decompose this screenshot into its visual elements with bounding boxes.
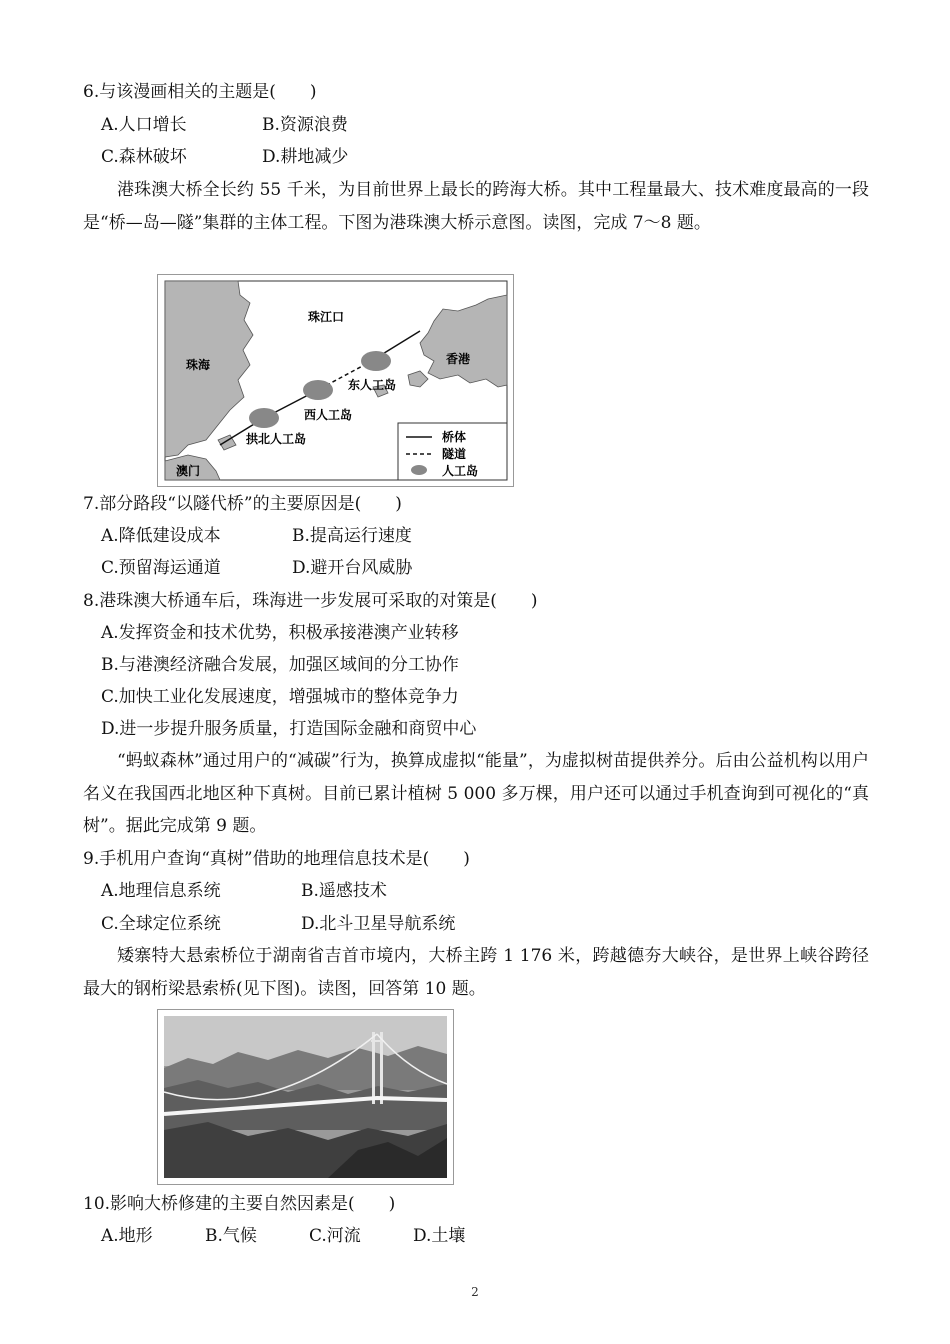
q6-option-a: A.人口增长 xyxy=(101,115,187,135)
q7-option-a: A.降低建设成本 xyxy=(101,526,221,546)
q6-option-d: D.耕地减少 xyxy=(262,147,349,167)
q7-option-b: B.提高运行速度 xyxy=(292,526,412,546)
passage-ant-forest: “蚂蚁森林”通过用户的“减碳”行为，换算成虚拟“能量”，为虚拟树苗提供养分。后由公益机构以用户名义在我国西北地区种下真树。目前已累计植树 5 000 多万棵，用户还可以通过手机查询到可视化的“真树”。据此完成第 9 题。 xyxy=(83,751,869,836)
q8-option-a: A.发挥资金和技术优势，积极承接港澳产业转移 xyxy=(101,623,459,643)
legend-island-symbol xyxy=(411,465,427,475)
bridge-tower xyxy=(372,1032,375,1104)
label-macau: 澳门 xyxy=(176,464,201,478)
q10-option-b: B.气候 xyxy=(205,1226,257,1246)
east-artificial-island xyxy=(361,351,391,371)
hzmb-map xyxy=(158,275,513,486)
label-zhuhai: 珠海 xyxy=(186,358,211,372)
hzmb-map-figure xyxy=(157,274,514,487)
legend-island-label: 人工岛 xyxy=(442,464,479,478)
bridge-tower xyxy=(380,1032,383,1104)
label-gongbei-island: 拱北人工岛 xyxy=(246,432,307,446)
label-west-island: 西人工岛 xyxy=(304,408,353,422)
q7-stem: 7.部分路段“以隧代桥”的主要原因是( ) xyxy=(83,494,402,514)
q8-option-b: B.与港澳经济融合发展，加强区域间的分工协作 xyxy=(101,655,459,675)
passage-aizhai-bridge: 矮寨特大悬索桥位于湖南省吉首市境内，大桥主跨 1 176 米，跨越德夯大峡谷，是世界上峡谷跨径最大的钢桁梁悬索桥(见下图)。读图，回答第 10 题。 xyxy=(83,946,869,999)
west-artificial-island xyxy=(303,380,333,400)
q6-option-c: C.森林破坏 xyxy=(101,147,187,167)
label-hongkong: 香港 xyxy=(446,352,471,366)
legend-tunnel-label: 隧道 xyxy=(442,447,467,461)
bridge-photo-figure xyxy=(157,1009,454,1185)
gongbei-artificial-island xyxy=(249,408,279,428)
aizhai-bridge-photo xyxy=(158,1010,453,1184)
label-zhujiangkou: 珠江口 xyxy=(308,310,345,324)
q9-option-a: A.地理信息系统 xyxy=(101,881,221,901)
q10-option-d: D.土壤 xyxy=(413,1226,466,1246)
q6-option-b: B.资源浪费 xyxy=(262,115,348,135)
q8-stem: 8.港珠澳大桥通车后，珠海进一步发展可采取的对策是( ) xyxy=(83,591,538,611)
q6-stem: 6.与该漫画相关的主题是( ) xyxy=(83,82,317,102)
q9-option-b: B.遥感技术 xyxy=(301,881,387,901)
q10-option-c: C.河流 xyxy=(309,1226,361,1246)
q9-stem: 9.手机用户查询“真树”借助的地理信息技术是( ) xyxy=(83,849,470,869)
page-number: 2 xyxy=(471,1285,479,1299)
q8-option-d: D.进一步提升服务质量，打造国际金融和商贸中心 xyxy=(101,719,477,739)
q10-stem: 10.影响大桥修建的主要自然因素是( ) xyxy=(83,1194,396,1214)
q9-option-d: D.北斗卫星导航系统 xyxy=(301,914,456,934)
q7-option-d: D.避开台风威胁 xyxy=(292,558,413,578)
passage-hzmb: 港珠澳大桥全长约 55 千米，为目前世界上最长的跨海大桥。其中工程量最大、技术难度最高的一段是“桥—岛—隧”集群的主体工程。下图为港珠澳大桥示意图。读图，完成 7～8 题。 xyxy=(83,180,869,233)
q9-option-c: C.全球定位系统 xyxy=(101,914,221,934)
legend-bridge-label: 桥体 xyxy=(442,430,467,444)
q8-option-c: C.加快工业化发展速度，增强城市的整体竞争力 xyxy=(101,687,459,707)
q10-option-a: A.地形 xyxy=(101,1226,153,1246)
label-east-island: 东人工岛 xyxy=(348,378,397,392)
q7-option-c: C.预留海运通道 xyxy=(101,558,221,578)
